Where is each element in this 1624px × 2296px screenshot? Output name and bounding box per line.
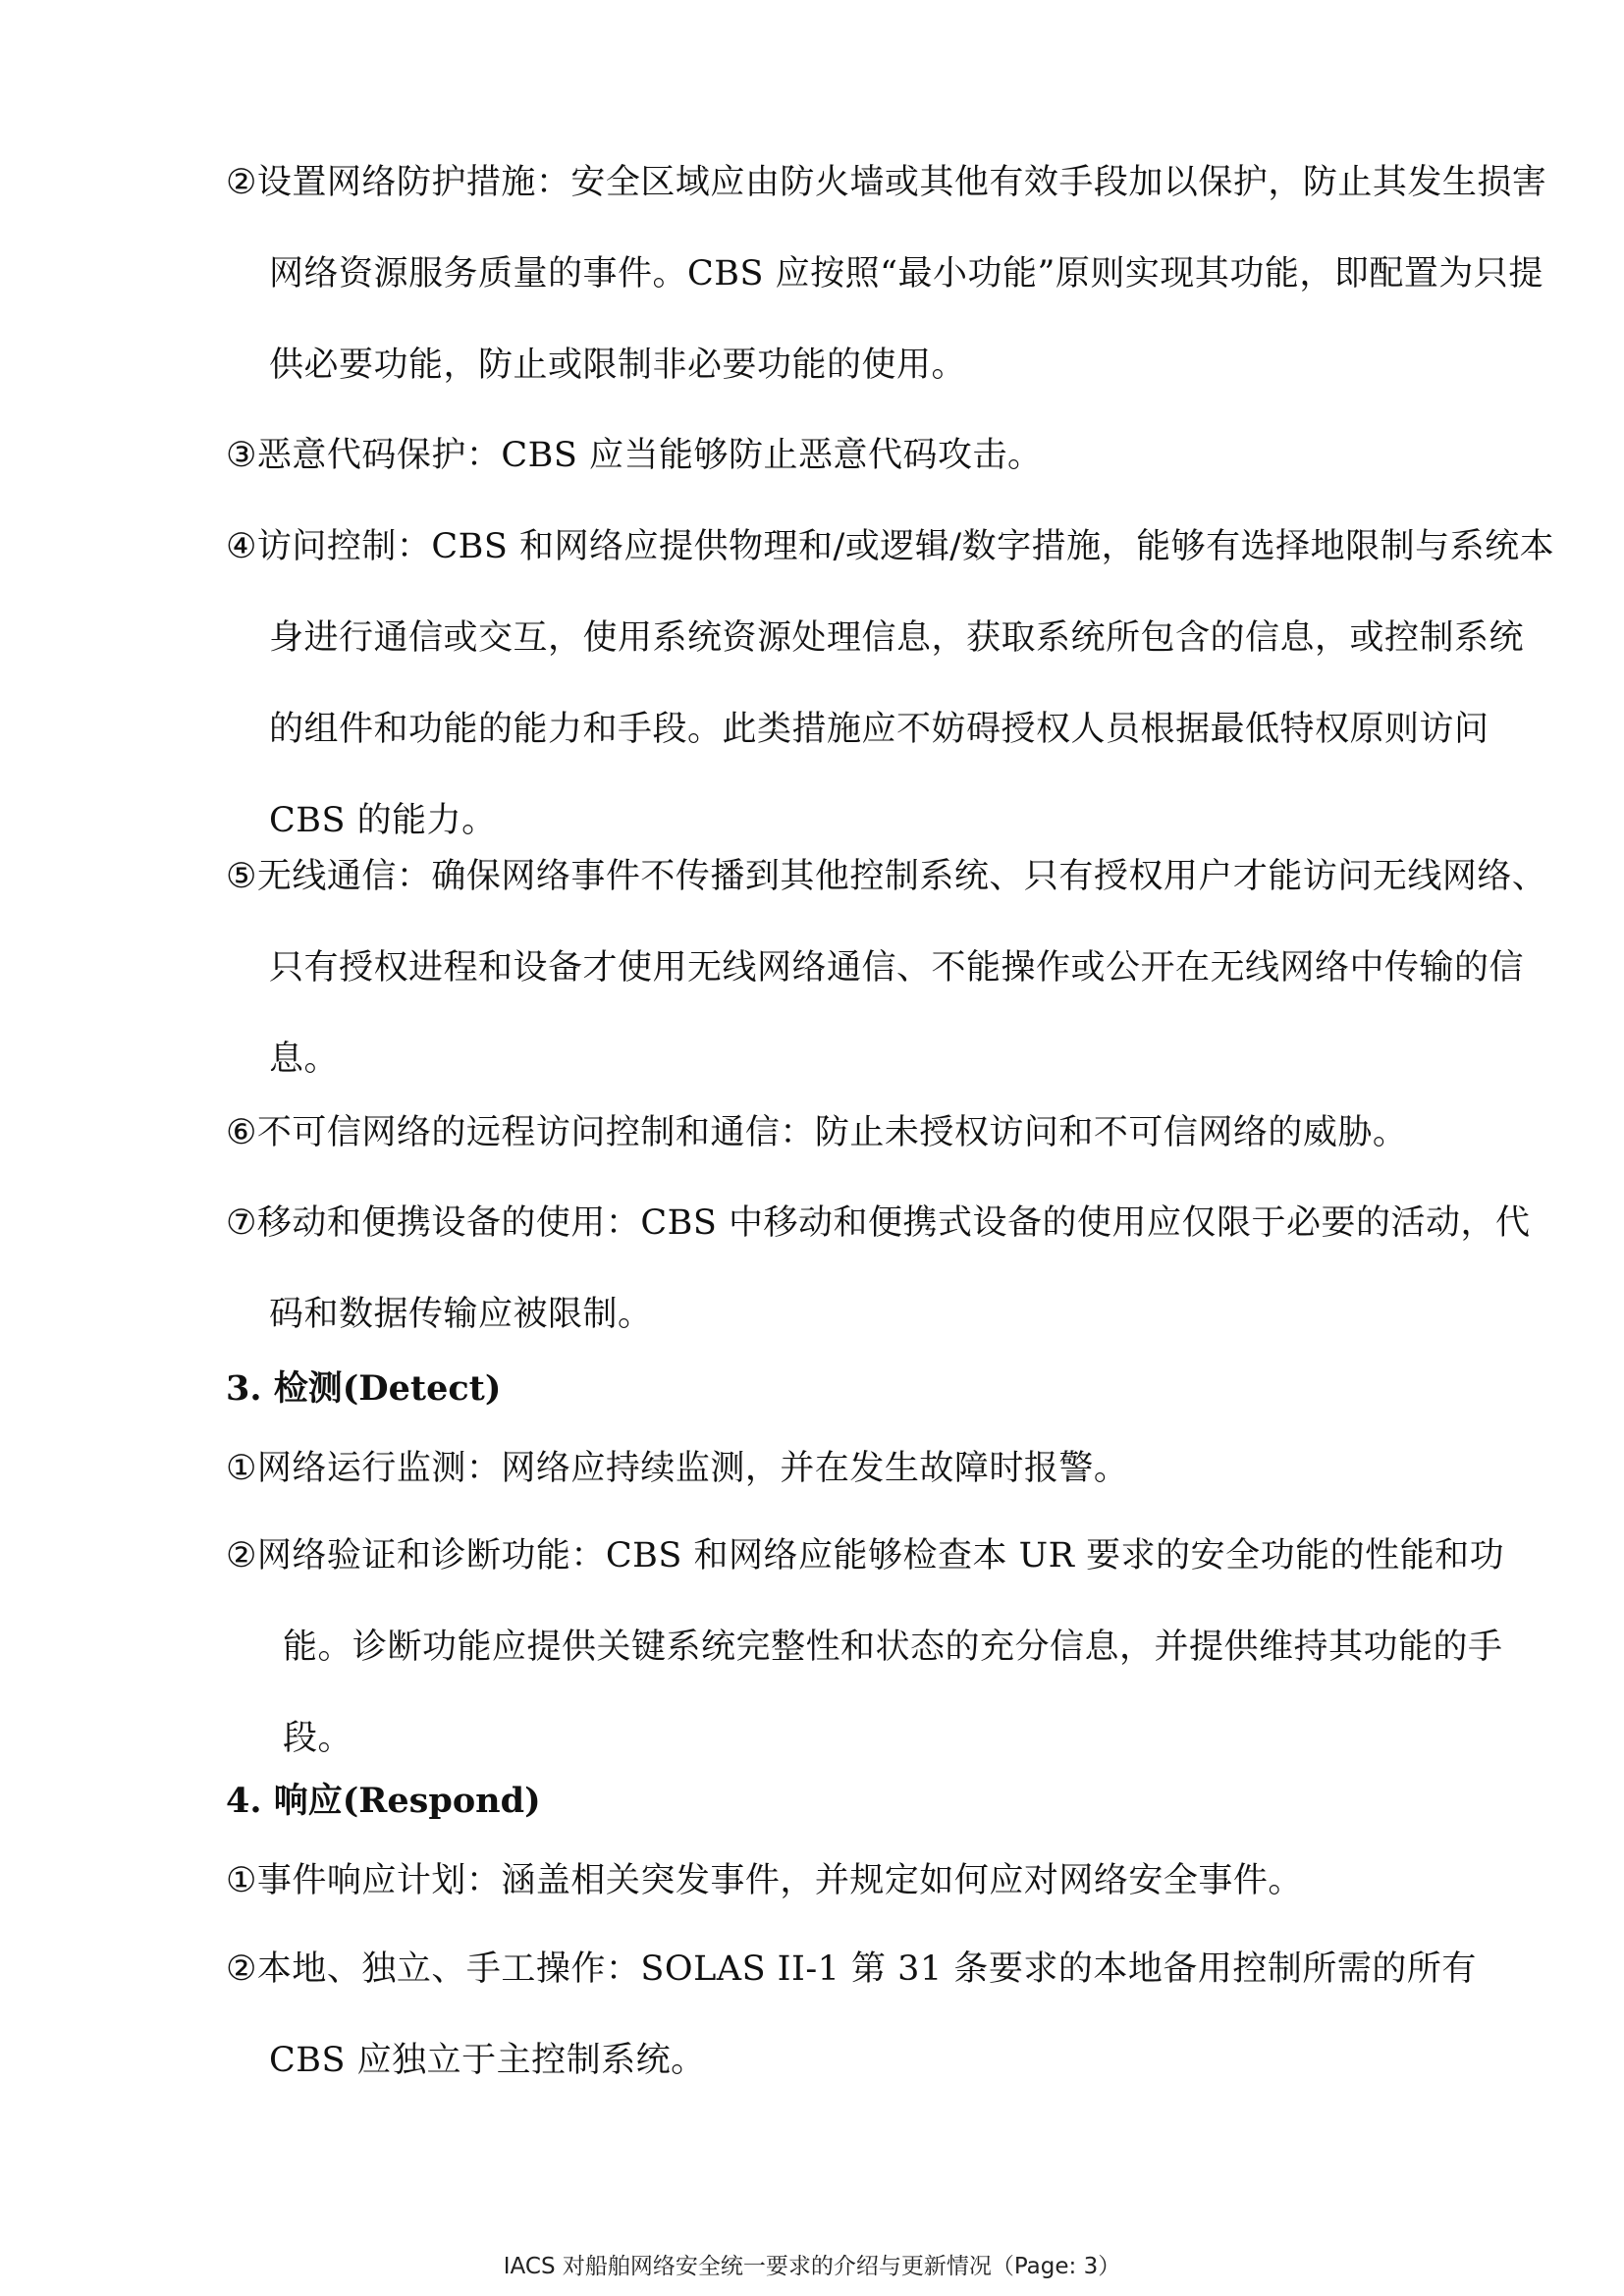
item-marker: ④	[226, 527, 257, 566]
protect-item-4	[226, 502, 1555, 867]
item-text: 不可信网络的远程访问控制和通信：防止未授权访问和不可信网络的威胁。	[256, 1113, 1408, 1152]
section-heading-respond: 4. 响应(Respond)	[226, 1781, 541, 1821]
detect-item-2	[226, 1511, 1569, 1785]
respond-item-2	[226, 1924, 1555, 2107]
item-marker: ③	[226, 436, 257, 475]
item-text: 移动和便携设备的使用：CBS 中移动和便携式设备的使用应仅限于必要的活动，代码和数据传输应被限制。	[256, 1203, 1531, 1334]
item-text: 无线通信：确保网络事件不传播到其他控制系统、只有授权用户才能访问无线网络、只有授权进程和设备才使用无线网络通信、不能操作或公开在无线网络中传输的信息。	[256, 857, 1547, 1079]
item-text: 访问控制：CBS 和网络应提供物理和/或逻辑/数字措施，能够有选择地限制与系统本身进行通信或交互，使用系统资源处理信息，获取系统所包含的信息，或控制系统的组件和功能的能力和手段。此类措施应不妨碍授权人员根据最低特权原则访问 CBS 的能力。	[256, 527, 1555, 840]
protect-item-2	[226, 137, 1555, 411]
protect-item-7	[226, 1178, 1555, 1361]
protect-item-6	[226, 1088, 1555, 1179]
item-marker: ①	[226, 1861, 257, 1900]
item-marker: ①	[226, 1449, 257, 1488]
item-marker: ⑤	[226, 857, 257, 896]
item-text: 恶意代码保护：CBS 应当能够防止恶意代码攻击。	[256, 436, 1043, 475]
item-marker: ②	[226, 163, 257, 202]
respond-item-1	[226, 1836, 1555, 1927]
detect-item-1	[226, 1423, 1569, 1515]
item-marker: ②	[226, 1536, 257, 1575]
protect-item-3	[226, 410, 1555, 502]
item-text: 网络运行监测：网络应持续监测，并在发生故障时报警。	[256, 1449, 1129, 1488]
item-text: 本地、独立、手工操作：SOLAS II-1 第 31 条要求的本地备用控制所需的所有 CBS 应独立于主控制系统。	[256, 1949, 1477, 2080]
item-marker: ②	[226, 1949, 257, 1989]
item-text: 网络验证和诊断功能：CBS 和网络应能够检查本 UR 要求的安全功能的性能和功能。诊断功能应提供关键系统完整性和状态的充分信息，并提供维持其功能的手段。	[256, 1536, 1505, 1758]
item-text: 设置网络防护措施：安全区域应由防火墙或其他有效手段加以保护，防止其发生损害网络资源服务质量的事件。CBS 应按照“最小功能”原则实现其功能，即配置为只提供必要功能，防止或限制非必要功能的使用。	[256, 163, 1547, 385]
protect-item-5	[226, 831, 1555, 1105]
item-marker: ⑦	[226, 1203, 257, 1243]
item-text: 事件响应计划：涵盖相关突发事件，并规定如何应对网络安全事件。	[256, 1861, 1303, 1900]
page-footer: IACS 对船舶网络安全统一要求的介绍与更新情况（Page: 3）	[503, 2254, 1121, 2279]
item-marker: ⑥	[226, 1113, 257, 1152]
section-heading-detect: 3. 检测(Detect)	[226, 1368, 502, 1409]
